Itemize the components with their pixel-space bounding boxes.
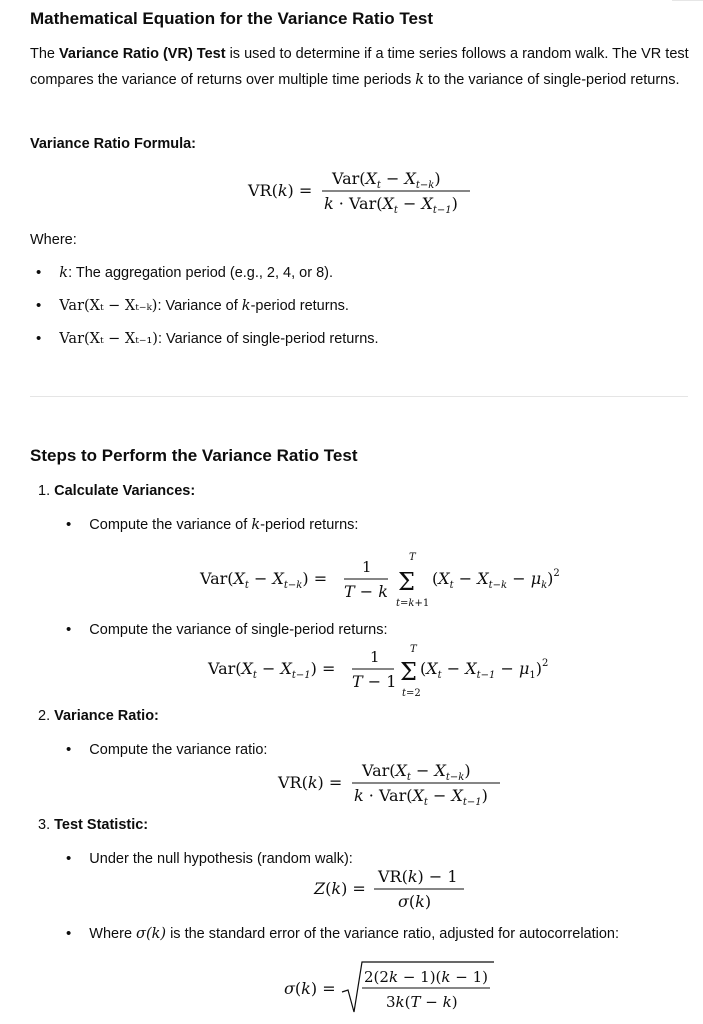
step-3-number: 3. <box>38 817 51 833</box>
svg-text:T: T <box>409 552 416 563</box>
svg-text:σ(k): σ(k) <box>398 892 432 911</box>
svg-text:3k(T − k): 3k(T − k) <box>386 993 458 1011</box>
step-2-label: Variance Ratio: <box>54 708 159 724</box>
step-2a-text: Compute the variance ratio: <box>89 742 268 758</box>
svg-text:T − 1: T − 1 <box>352 672 397 691</box>
step-1a-suffix: -period returns: <box>260 517 359 533</box>
step-3b-prefix: Where <box>89 926 137 942</box>
vr-formula <box>240 162 480 218</box>
step-1a-k: k <box>251 517 261 533</box>
intro-suffix: to the variance of single-period returns. <box>424 72 680 88</box>
svg-text:Var(Xt − Xt−k): $Var(X_t - X_{t-k})$ <box>332 169 441 191</box>
svg-text:VR(k) =: VR(k) = <box>248 181 313 200</box>
top-edge-line <box>672 0 703 1</box>
intro-bold-term: Variance Ratio (VR) Test <box>59 46 226 62</box>
svg-text:Var(Xt − Xt−1) =: $Var(X_t - X_{t-1})$ = <box>208 659 336 681</box>
svg-text:Var(Xt − Xt−k) =: $Var(X_t - X_{t-k})$ = <box>200 569 328 591</box>
svg-text:T − k: T − k <box>344 582 388 601</box>
section-divider <box>30 396 688 397</box>
sigma-formula <box>276 956 506 1020</box>
step-3a-text: Under the null hypothesis (random walk): <box>89 851 353 867</box>
svg-text:σ(k) =: σ(k) = <box>284 979 336 998</box>
intro-rest: is used to determine if a time series follows a random walk. The VR test compares the variance of returns over multiple time periods <box>30 46 689 88</box>
intro-paragraph <box>30 41 690 93</box>
step-1-label: Calculate Variances: <box>54 483 196 499</box>
where-term-var-1: Var(Xₜ − Xₜ₋₁) <box>59 331 158 347</box>
svg-text:Var(Xt − Xt−k): $Var(X_t - X_{t-k})$ <box>362 761 471 783</box>
step-1a-prefix: Compute the variance of <box>89 517 252 533</box>
where-label: Where: <box>30 232 77 248</box>
step-1-bullet-b <box>66 621 388 638</box>
svg-text:Z(k) =: Z(k) = <box>314 879 366 898</box>
steps-title: Steps to Perform the Variance Ratio Test <box>30 446 358 465</box>
intro-prefix: The <box>30 46 60 62</box>
step-3b-sigma: σ(k) <box>136 926 167 942</box>
bullet-dot: • <box>36 297 42 314</box>
where-item-1 <box>36 264 333 281</box>
svg-text:k · Var(Xt − Xt−1): $k \cdot Var(X_t - X_{t-1})$ <box>324 194 458 216</box>
svg-text:t=k+1: t=k+1 <box>396 598 430 609</box>
where-item-2 <box>36 297 349 314</box>
var-k-formula <box>196 548 586 612</box>
svg-text:Σ: Σ <box>400 658 417 686</box>
step-1 <box>38 483 195 499</box>
bullet-dot: • <box>66 516 72 533</box>
bullet-dot: • <box>66 850 72 867</box>
where-text-2b: -period returns. <box>250 298 349 314</box>
svg-text:2(2k − 1)(k − 1): 2(2k − 1)(k − 1) <box>364 968 488 986</box>
where-text-3: : Variance of single-period returns. <box>157 331 379 347</box>
svg-text:(Xt − Xt−1 − μ1)2: $(X_t - X_{t-1} - \mu_1)^2$ <box>420 658 549 681</box>
intro-k-symbol: k <box>415 72 425 88</box>
bullet-dot: • <box>36 264 42 281</box>
bullet-dot: • <box>66 925 72 942</box>
step-3 <box>38 817 148 833</box>
bullet-dot: • <box>66 741 72 758</box>
where-item-3 <box>36 330 379 347</box>
step-3-label: Test Statistic: <box>54 817 149 833</box>
svg-text:t=2: t=2 <box>402 688 421 699</box>
step-1-bullet-a <box>66 516 358 533</box>
step-1-number: 1. <box>38 483 51 499</box>
svg-text:VR(k) − 1: VR(k) − 1 <box>378 867 458 886</box>
step-2-bullet-a <box>66 741 267 758</box>
step-2-number: 2. <box>38 708 51 724</box>
where-k-2: k <box>241 298 251 314</box>
page-title: Mathematical Equation for the Variance Ratio Test <box>30 9 434 28</box>
svg-text:VR(k) =: VR(k) = <box>278 773 343 792</box>
svg-text:1: 1 <box>370 648 380 666</box>
where-text-2: : Variance of <box>157 298 242 314</box>
z-formula <box>308 864 478 916</box>
bullet-dot: • <box>36 330 42 347</box>
svg-text:k · Var(Xt − Xt−1): $k \cdot Var(X_t - X_{t-1})$ <box>354 786 488 808</box>
where-text-1: : The aggregation period (e.g., 2, 4, or 8). <box>68 265 334 281</box>
svg-text:Σ: Σ <box>398 568 415 596</box>
var-1-formula <box>204 640 584 704</box>
step-2 <box>38 708 159 724</box>
svg-text:1: 1 <box>362 558 372 576</box>
step-3b-suffix: is the standard error of the variance ratio, adjusted for autocorrelation: <box>166 926 620 942</box>
where-term-var-k: Var(Xₜ − Xₜ₋ₖ) <box>59 298 158 314</box>
where-term-k: k <box>59 265 69 281</box>
vr-formula-step2 <box>270 756 510 812</box>
step-3-bullet-b <box>66 925 619 942</box>
svg-text:(Xt − Xt−k − μk)2: $(X_t - X_{t-k} - \mu_k)^2$ <box>432 568 560 591</box>
step-1b-text: Compute the variance of single-period returns: <box>89 622 388 638</box>
formula-label: Variance Ratio Formula: <box>30 136 196 152</box>
svg-text:T: T <box>410 644 417 655</box>
bullet-dot: • <box>66 621 72 638</box>
